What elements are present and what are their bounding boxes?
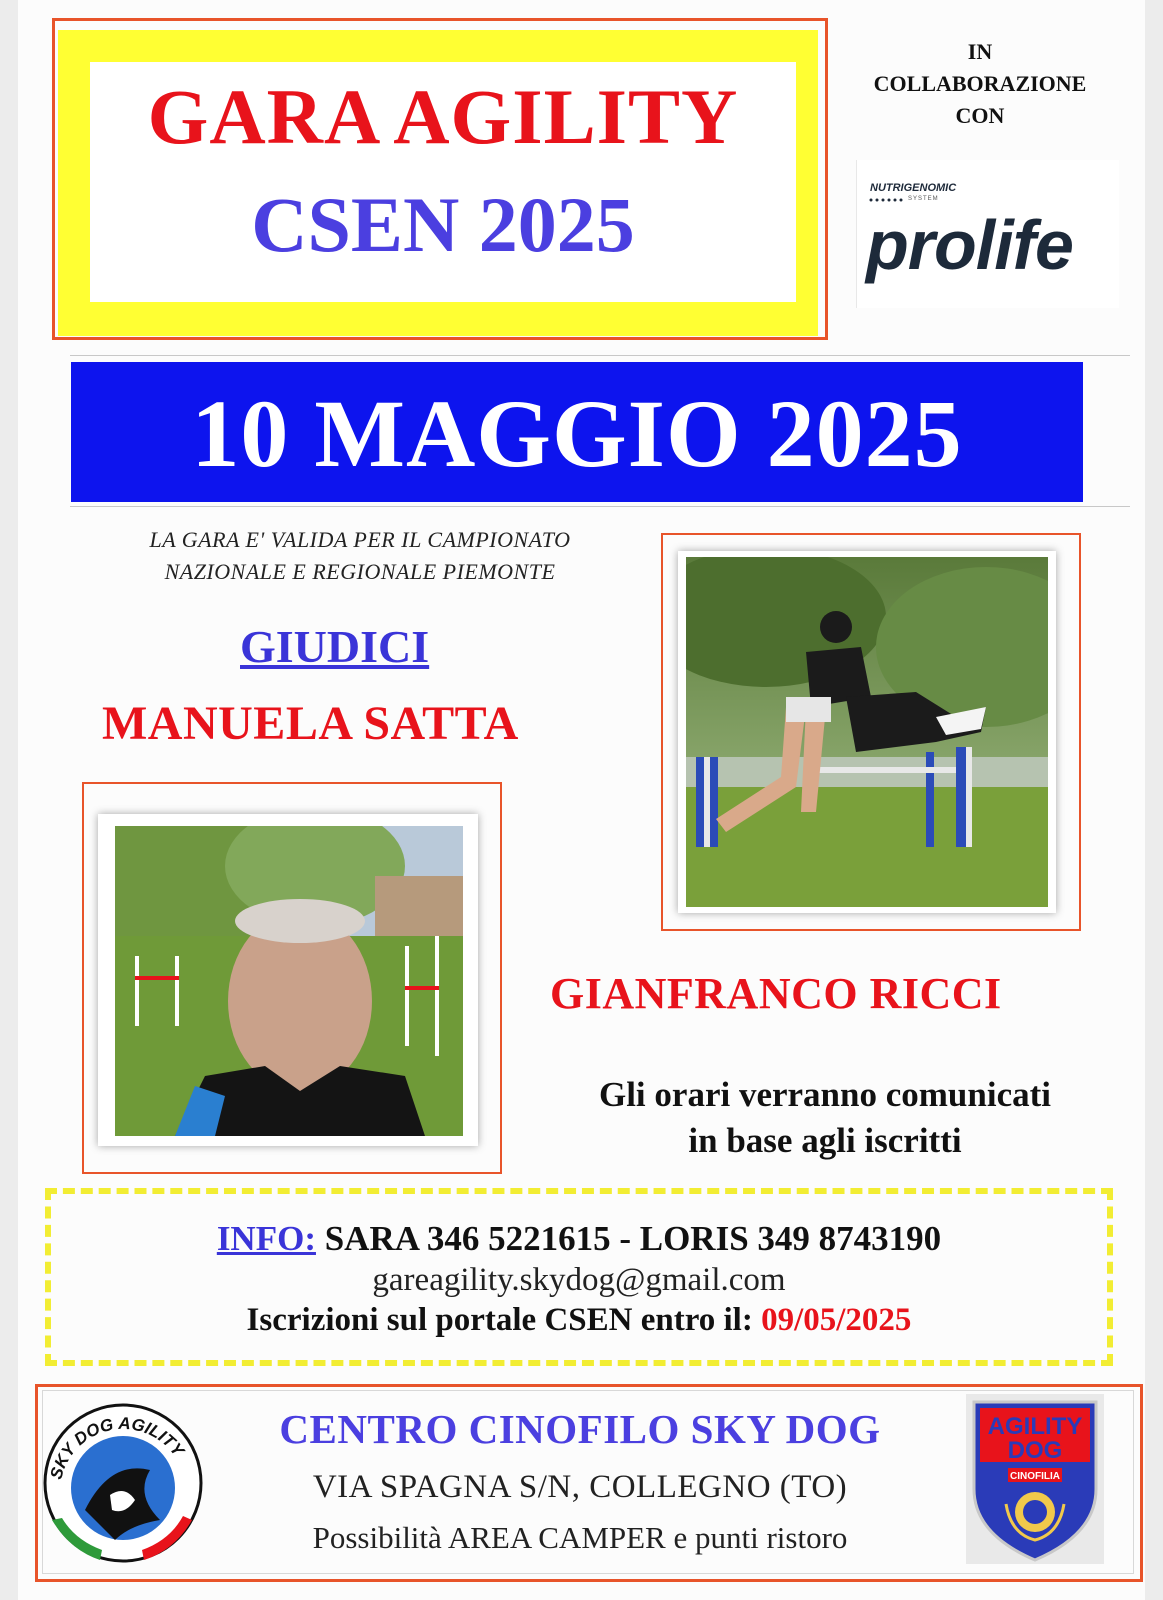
- judge-name: MANUELA SATTA: [102, 697, 519, 750]
- collab-line: IN: [967, 39, 993, 64]
- sponsor-sub: SYSTEM: [908, 196, 939, 202]
- agility-action-photo: [686, 557, 1048, 907]
- judge-selfie-photo: [115, 826, 463, 1136]
- validity-note: [80, 524, 640, 588]
- schedule-line: Gli orari verranno comunicati: [598, 1075, 1051, 1114]
- sponsor-dots-icon: [868, 197, 948, 203]
- registration-deadline: 09/05/2025: [761, 1302, 912, 1338]
- sponsor-name: prolife: [866, 206, 1073, 284]
- event-subtitle: CSEN 2025: [251, 181, 635, 268]
- badge-text: AGILITY: [987, 1413, 1083, 1440]
- sponsor-tag: NUTRIGENOMIC: [870, 182, 957, 194]
- schedule-line: in base agli iscritti: [688, 1121, 962, 1160]
- agility-dog-badge: [966, 1394, 1104, 1564]
- collab-line: CON: [955, 103, 1005, 128]
- schedule-note: [540, 1072, 1110, 1164]
- contact-numbers: SARA 346 5221615 - LORIS 349 8743190: [324, 1219, 942, 1258]
- registration-text: Iscrizioni sul portale CSEN entro il:: [246, 1302, 753, 1338]
- badge-text: CINOFILIA: [1010, 1471, 1060, 1482]
- validity-line: NAZIONALE E REGIONALE PIEMONTE: [164, 559, 556, 584]
- judge-name: GIANFRANCO RICCI: [550, 969, 1002, 1018]
- judges-heading: GIUDICI: [240, 621, 430, 672]
- badge-text: DOG: [1007, 1437, 1063, 1464]
- collab-line: COLLABORAZIONE: [873, 71, 1087, 96]
- divider: [70, 506, 1130, 507]
- contact-email[interactable]: gareagility.skydog@gmail.com: [372, 1262, 786, 1298]
- event-title: GARA AGILITY: [147, 73, 739, 160]
- validity-line: LA GARA E' VALIDA PER IL CAMPIONATO: [149, 527, 571, 552]
- skydog-logo-text: SKY DOG AGILITY: [46, 1413, 188, 1482]
- info-contacts: [45, 1219, 1113, 1259]
- collaboration-label: [850, 36, 1110, 132]
- skydog-logo-text-wrap: [40, 1402, 206, 1568]
- svg-text:SKY DOG AGILITY: [46, 1414, 188, 1481]
- registration-note: [45, 1302, 1113, 1339]
- event-date: 10 MAGGIO 2025: [191, 380, 963, 487]
- venue-address: VIA SPAGNA S/N, COLLEGNO (TO): [312, 1469, 848, 1505]
- info-label: INFO:: [216, 1219, 316, 1258]
- venue-name: CENTRO CINOFILO SKY DOG: [279, 1406, 881, 1452]
- venue-amenities: Possibilità AREA CAMPER e punti ristoro: [312, 1520, 848, 1555]
- divider: [70, 355, 1130, 356]
